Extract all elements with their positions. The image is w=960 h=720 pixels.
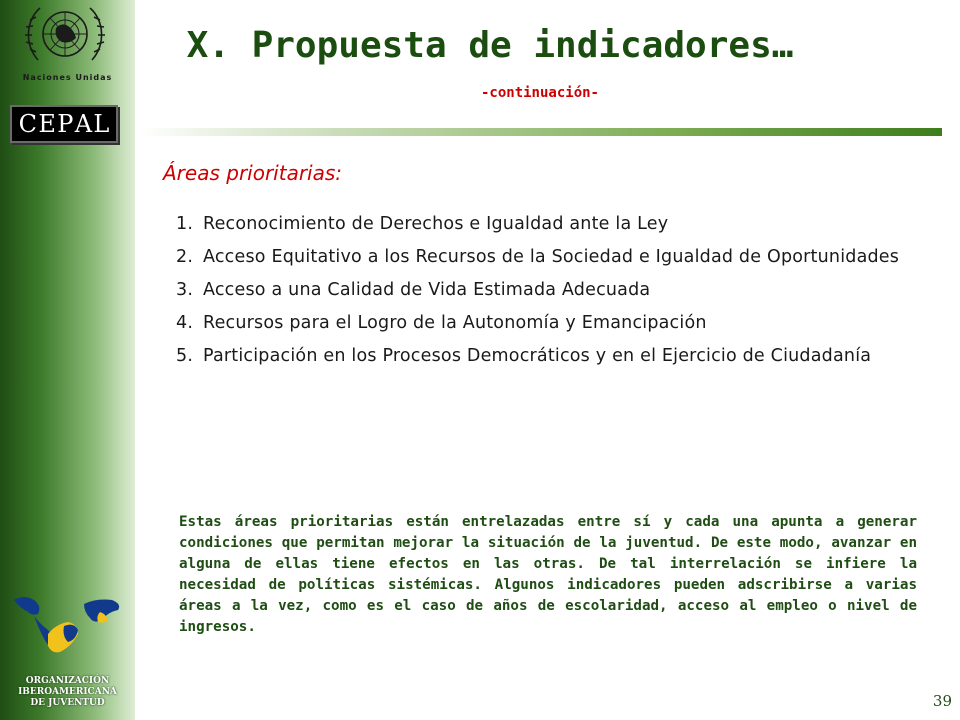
list-item-number: 4.	[176, 313, 194, 333]
cepal-letter: P	[57, 110, 74, 138]
un-label: Naciones Unidas	[22, 73, 113, 82]
list-item	[176, 274, 936, 307]
cepal-letter: A	[74, 110, 93, 138]
summary-paragraph: Estas áreas prioritarias están entrelazadas entre sí y cada una apunta a generar condiciones que permitan mejorar la situación de la juventud. De este modo, avanzar en alguna de ellas tiene efectos en las otras. De tal interrelación se infiere la necesidad de políticas sistémicas. Algunos indicadores pueden adscribirse a varias áreas a la vez, como es el caso de años de escolaridad, acceso al empleo o nivel de ingresos.	[179, 514, 917, 635]
priority-areas-list	[176, 208, 936, 373]
list-item	[176, 340, 936, 373]
cepal-letter: C	[18, 110, 38, 138]
list-item-text: Participación en los Procesos Democráticos y en el Ejercicio de Ciudadanía	[203, 346, 872, 366]
list-item-number: 1.	[176, 214, 194, 234]
section-heading: Áreas prioritarias:	[163, 161, 343, 185]
cepal-logo	[10, 105, 118, 143]
cepal-letter: E	[38, 110, 56, 138]
slide-subtitle: -continuación-	[480, 85, 599, 101]
list-item-text: Reconocimiento de Derechos e Igualdad ante la Ley	[203, 214, 669, 234]
list-item-text: Recursos para el Logro de la Autonomía y Emancipación	[203, 313, 707, 333]
list-item-number: 2.	[176, 247, 194, 267]
un-emblem-icon	[20, 4, 110, 68]
list-item	[176, 208, 936, 241]
page-number: 39	[932, 692, 952, 710]
list-item-text: Acceso a una Calidad de Vida Estimada Adecuada	[203, 280, 651, 300]
oij-map-logo-icon	[8, 590, 128, 662]
oij-label	[0, 676, 135, 709]
oij-label-line: IBEROAMERICANA	[18, 687, 117, 697]
cepal-letter: L	[93, 110, 110, 138]
header-divider	[140, 128, 942, 136]
list-item	[176, 307, 936, 340]
list-item-number: 3.	[176, 280, 194, 300]
oij-label-line: DE JUVENTUD	[30, 698, 105, 708]
list-item	[176, 241, 936, 274]
list-item-text: Acceso Equitativo a los Recursos de la Sociedad e Igualdad de Oportunidades	[203, 247, 900, 267]
sidebar	[0, 0, 135, 720]
slide-title: X. Propuesta de indicadores…	[186, 25, 794, 66]
oij-label-line: ORGANIZACIÓN	[25, 676, 110, 686]
list-item-number: 5.	[176, 346, 194, 366]
